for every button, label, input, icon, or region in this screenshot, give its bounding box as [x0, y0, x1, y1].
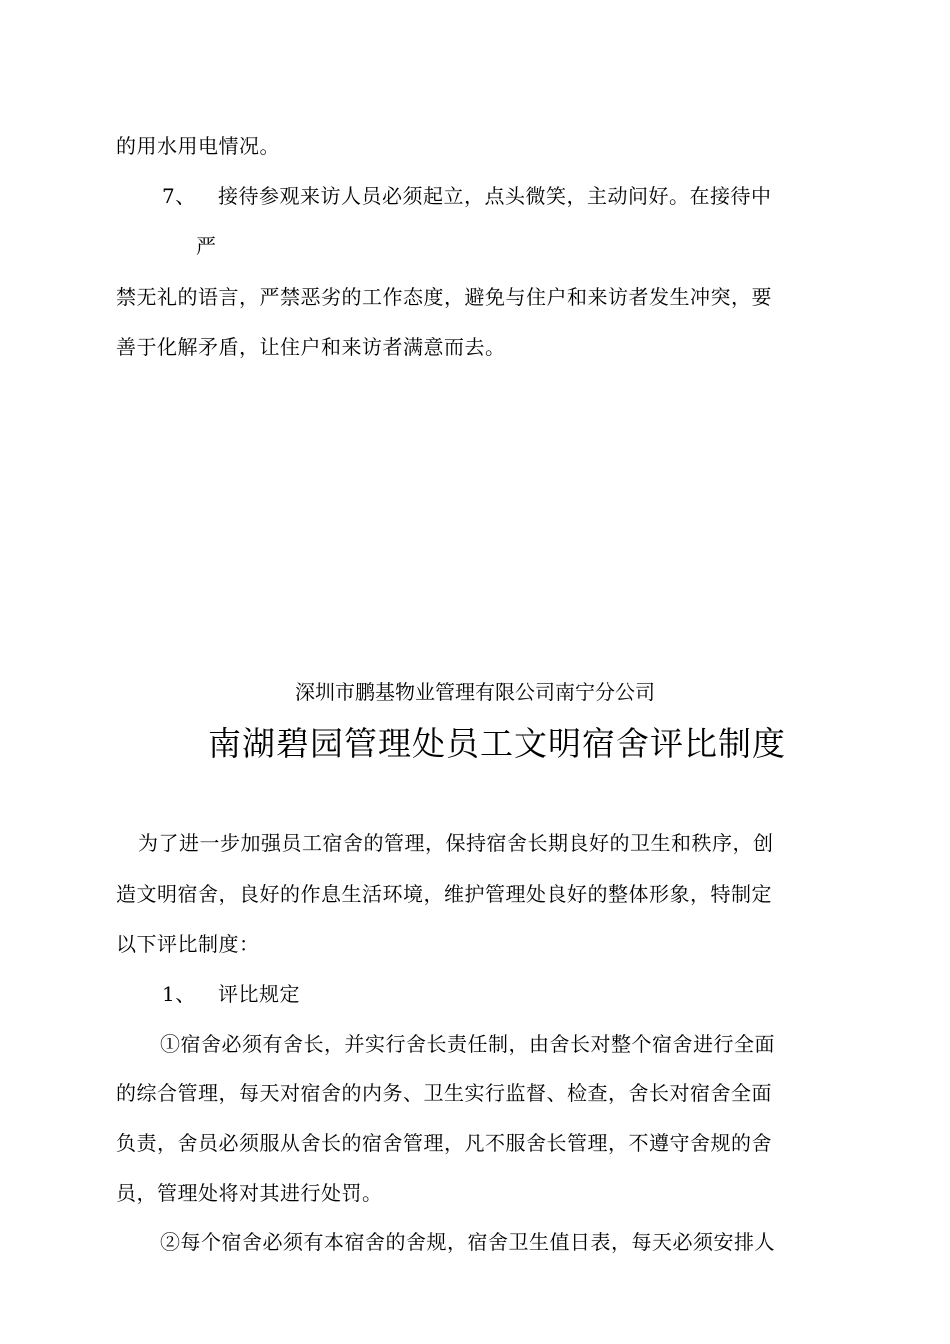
body-text-line: 的综合管理，每天对宿舍的内务、卫生实行监督、检查，舍长对宿舍全面: [116, 1081, 772, 1105]
company-name: 深圳市鹏基物业管理有限公司南宁分公司: [295, 680, 655, 704]
body-text-line: 造文明宿舍，良好的作息生活环境，维护管理处良好的整体形象，特制定: [116, 882, 772, 906]
list-item-number: 7、: [162, 184, 196, 208]
body-text-line: 以下评比制度：: [116, 932, 260, 956]
section-number: 1、: [162, 982, 196, 1006]
body-text-line: ①宿舍必须有舍长，并实行舍长责任制，由舍长对整个宿舍进行全面: [160, 1032, 775, 1056]
body-text-line: 善于化解矛盾，让住户和来访者满意而去。: [116, 335, 506, 359]
body-text-line: 的用水用电情况。: [116, 134, 280, 158]
section-heading: [162, 982, 300, 1006]
section-heading-text: 评比规定: [218, 982, 300, 1006]
document-title: 南湖碧园管理处员工文明宿舍评比制度: [208, 724, 786, 763]
body-text-line: 严: [196, 234, 217, 258]
body-text-line: 员，管理处将对其进行处罚。: [116, 1181, 383, 1205]
body-text-line: 负责，舍员必须服从舍长的宿舍管理，凡不服舍长管理，不遵守舍规的舍: [116, 1131, 772, 1155]
list-item-text: 接待参观来访人员必须起立，点头微笑，主动问好。在接待中: [218, 184, 772, 208]
body-text-line: [116, 285, 830, 309]
body-text: 禁无礼的语言，严禁恶劣的工作态度，避免与住户和来访者发生冲突，要: [116, 285, 772, 309]
list-item-7: [162, 184, 830, 208]
body-text-line: 为了进一步加强员工宿舍的管理，保持宿舍长期良好的卫生和秩序，创: [138, 831, 774, 855]
body-text-line: ②每个宿舍必须有本宿舍的舍规，宿舍卫生值日表，每天必须安排人: [160, 1230, 775, 1254]
